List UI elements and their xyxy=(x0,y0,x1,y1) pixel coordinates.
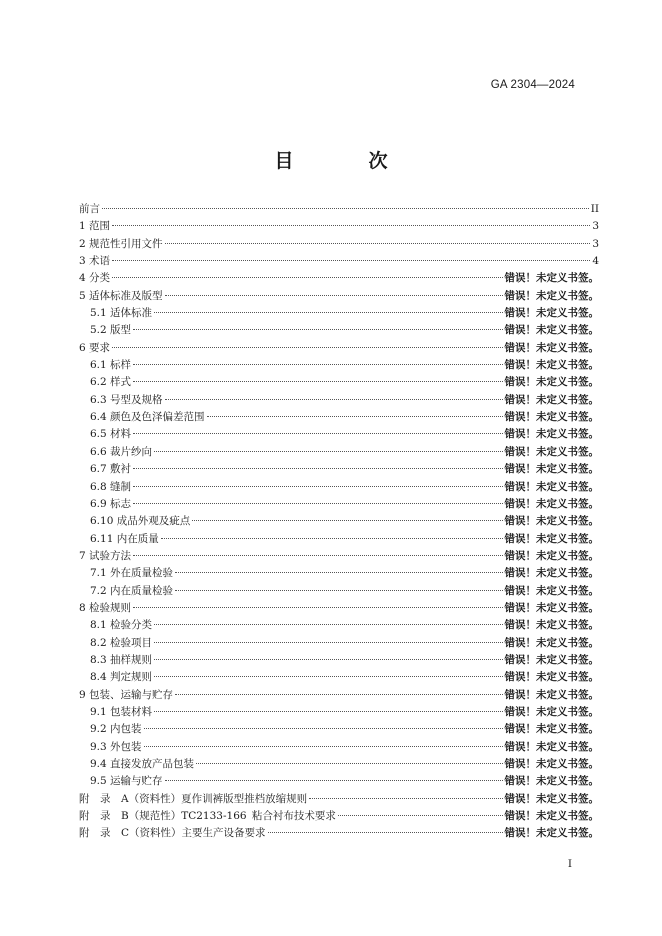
toc-entry-error-text: 错误！未定义书签。 xyxy=(504,272,599,285)
toc-entry-error-text: 错误！未定义书签。 xyxy=(504,740,599,753)
toc-entry-error-text: 错误！未定义书签。 xyxy=(504,653,599,666)
toc-entry[interactable] xyxy=(79,479,599,496)
toc-dot-leader xyxy=(161,537,503,539)
toc-dot-leader xyxy=(154,675,502,677)
toc-entry[interactable] xyxy=(79,461,599,478)
toc-dot-leader xyxy=(133,467,502,469)
toc-entry-label: 8.1 检验分类 xyxy=(90,619,153,632)
toc-entry-label: 9.5 运输与贮存 xyxy=(90,775,163,788)
toc-dot-leader xyxy=(175,693,502,695)
toc-dot-leader xyxy=(338,814,503,816)
toc-dot-leader xyxy=(196,762,502,764)
toc-dot-leader xyxy=(133,606,502,608)
toc-entry[interactable] xyxy=(79,617,599,634)
toc-entry-error-text: 错误！未定义书签。 xyxy=(504,688,599,701)
toc-entry[interactable] xyxy=(79,288,599,305)
standard-code: GA 2304—2024 xyxy=(490,79,575,91)
toc-entry[interactable] xyxy=(79,721,599,738)
toc-entry[interactable] xyxy=(79,652,599,669)
toc-dot-leader xyxy=(309,797,502,799)
toc-entry-label: 3 术语 xyxy=(79,255,111,268)
toc-entry-label: 1 范围 xyxy=(79,220,111,233)
toc-entry[interactable] xyxy=(79,409,599,426)
toc-entry[interactable] xyxy=(79,374,599,391)
toc-entry[interactable] xyxy=(79,825,599,842)
toc-dot-leader xyxy=(154,658,502,660)
toc-entry-label: 前言 xyxy=(79,203,100,215)
toc-entry-error-text: 错误！未定义书签。 xyxy=(504,515,599,528)
toc-entry[interactable] xyxy=(79,305,599,322)
toc-entry-error-text: 错误！未定义书签。 xyxy=(504,463,599,476)
toc-dot-leader xyxy=(175,571,502,573)
toc-entry-error-text: 错误！未定义书签。 xyxy=(504,532,599,545)
toc-dot-leader xyxy=(133,554,502,556)
toc-dot-leader xyxy=(154,623,502,625)
toc-entry-error-text: 错误！未定义书签。 xyxy=(504,480,599,493)
toc-entry-label: 8.4 判定规则 xyxy=(90,671,153,684)
toc-dot-leader xyxy=(268,831,503,833)
toc-entry-error-text: 错误！未定义书签。 xyxy=(504,758,599,770)
toc-entry-label: 附 录 C（资料性）主要生产设备要求 xyxy=(79,827,266,840)
toc-entry[interactable] xyxy=(79,426,599,443)
toc-entry-error-text: 错误！未定义书签。 xyxy=(504,428,599,441)
toc-entry-label: 6.11 内在质量 xyxy=(90,532,159,545)
toc-dot-leader xyxy=(144,745,503,747)
toc-dot-leader xyxy=(133,485,502,487)
toc-entry[interactable] xyxy=(79,565,599,582)
toc-entry-label: 6.7 敷衬 xyxy=(90,463,132,476)
toc-dot-leader xyxy=(165,294,503,296)
toc-entry-error-text: 错误！未定义书签。 xyxy=(504,705,599,718)
toc-dot-leader xyxy=(165,779,503,781)
toc-entry[interactable] xyxy=(79,236,599,253)
toc-entry-label: 6.8 缝制 xyxy=(90,480,132,493)
toc-dot-leader xyxy=(133,328,502,330)
toc-entry[interactable] xyxy=(79,270,599,287)
toc-entry-error-text: 错误！未定义书签。 xyxy=(504,411,599,424)
toc-entry-label: 6.3 号型及规格 xyxy=(90,393,163,406)
toc-entry-error-text: 错误！未定义书签。 xyxy=(504,619,599,632)
toc-entry-label: 6.10 成品外观及疵点 xyxy=(90,515,191,528)
toc-entry[interactable] xyxy=(79,704,599,721)
toc-entry-label: 7.1 外在质量检验 xyxy=(90,567,174,580)
toc-entry[interactable] xyxy=(79,583,599,600)
toc-entry-label: 5 适体标准及版型 xyxy=(79,289,163,302)
toc-entry-page-number: 3 xyxy=(592,237,599,250)
toc-entry[interactable] xyxy=(79,687,599,704)
toc-dot-leader xyxy=(112,346,502,348)
toc-entry-error-text: 错误！未定义书签。 xyxy=(504,549,599,562)
toc-entry-error-text: 错误！未定义书签。 xyxy=(504,497,599,510)
toc-entry-error-text: 错误！未定义书签。 xyxy=(504,393,599,406)
toc-entry[interactable] xyxy=(79,322,599,339)
toc-entry-label: 6.9 标志 xyxy=(90,497,132,510)
toc-entry-label: 9.1 包装材料 xyxy=(90,705,153,718)
toc-entry[interactable] xyxy=(79,548,599,565)
table-of-contents xyxy=(79,201,599,843)
toc-entry-label: 9.2 内包装 xyxy=(90,723,142,736)
toc-entry[interactable] xyxy=(79,635,599,652)
toc-entry-label: 9.3 外包装 xyxy=(90,740,142,753)
toc-dot-leader xyxy=(154,641,502,643)
toc-dot-leader xyxy=(102,207,589,209)
toc-entry[interactable] xyxy=(79,600,599,617)
toc-dot-leader xyxy=(207,415,503,417)
toc-entry-error-text: 错误！未定义书签。 xyxy=(504,601,599,614)
toc-entry[interactable] xyxy=(79,531,599,548)
toc-dot-leader xyxy=(133,363,502,365)
toc-entry-error-text: 错误！未定义书签。 xyxy=(504,775,599,788)
toc-entry-error-text: 错误！未定义书签。 xyxy=(504,723,599,736)
toc-entry-error-text: 错误！未定义书签。 xyxy=(504,289,599,302)
toc-entry[interactable] xyxy=(79,496,599,513)
toc-entry-label: 6.2 样式 xyxy=(90,376,132,389)
toc-dot-leader xyxy=(165,242,591,244)
toc-entry[interactable] xyxy=(79,669,599,686)
toc-dot-leader xyxy=(133,502,502,504)
toc-entry-error-text: 错误！未定义书签。 xyxy=(504,307,599,320)
toc-entry-label: 6.6 裁片纱向 xyxy=(90,445,153,458)
page-title: 目 次 xyxy=(274,150,416,172)
toc-dot-leader xyxy=(192,519,502,521)
toc-dot-leader xyxy=(133,380,502,382)
toc-entry-error-text: 错误！未定义书签。 xyxy=(504,324,599,337)
toc-entry-error-text: 错误！未定义书签。 xyxy=(504,341,599,354)
toc-entry-label: 9.4 直接发放产品包装 xyxy=(90,758,195,770)
toc-entry-label: 7 试验方法 xyxy=(79,549,132,562)
toc-entry-error-text: 错误！未定义书签。 xyxy=(504,376,599,389)
toc-dot-leader xyxy=(154,311,502,313)
toc-dot-leader xyxy=(144,727,503,729)
toc-entry-error-text: 错误！未定义书签。 xyxy=(504,671,599,684)
toc-dot-leader xyxy=(112,276,502,278)
toc-entry-label: 8.3 抽样规则 xyxy=(90,653,153,666)
toc-entry-error-text: 错误！未定义书签。 xyxy=(504,567,599,580)
toc-entry-page-number: 3 xyxy=(592,220,599,233)
toc-entry-error-text: 错误！未定义书签。 xyxy=(504,827,599,840)
toc-dot-leader xyxy=(175,589,502,591)
toc-entry[interactable] xyxy=(79,791,599,808)
toc-entry-label: 9 包装、运输与贮存 xyxy=(79,688,174,701)
toc-entry[interactable] xyxy=(79,739,599,756)
toc-entry-error-text: 错误！未定义书签。 xyxy=(504,792,599,805)
toc-entry-label: 7.2 内在质量检验 xyxy=(90,584,174,597)
toc-entry-label: 附 录 A（资料性）夏作训裤版型推档放缩规则 xyxy=(79,792,308,805)
toc-entry-error-text: 错误！未定义书签。 xyxy=(504,810,599,823)
toc-entry-error-text: 错误！未定义书签。 xyxy=(504,359,599,372)
toc-entry[interactable] xyxy=(79,392,599,409)
toc-entry-label: 2 规范性引用文件 xyxy=(79,237,163,250)
toc-entry-label: 4 分类 xyxy=(79,272,111,285)
toc-entry[interactable] xyxy=(79,756,599,773)
toc-entry-label: 附 录 B（规范性）TC2133-166 粘合衬布技术要求 xyxy=(79,810,336,823)
toc-entry[interactable] xyxy=(79,513,599,530)
toc-entry[interactable] xyxy=(79,218,599,235)
toc-entry-label: 6.1 标样 xyxy=(90,359,132,372)
toc-entry[interactable] xyxy=(79,808,599,825)
toc-dot-leader xyxy=(112,224,590,226)
toc-entry-page-number: II xyxy=(590,203,599,215)
toc-entry-label: 5.1 适体标准 xyxy=(90,307,153,320)
toc-entry[interactable] xyxy=(79,773,599,790)
toc-dot-leader xyxy=(112,259,590,261)
toc-entry-label: 6 要求 xyxy=(79,341,111,354)
toc-entry-page-number: 4 xyxy=(592,255,599,268)
toc-dot-leader xyxy=(165,398,503,400)
toc-entry[interactable] xyxy=(79,201,599,218)
toc-entry[interactable] xyxy=(79,357,599,374)
toc-dot-leader xyxy=(133,432,502,434)
toc-dot-leader xyxy=(154,450,502,452)
toc-entry-error-text: 错误！未定义书签。 xyxy=(504,445,599,458)
toc-entry[interactable] xyxy=(79,253,599,270)
toc-entry[interactable] xyxy=(79,340,599,357)
page-number: I xyxy=(567,858,572,870)
toc-entry-error-text: 错误！未定义书签。 xyxy=(504,636,599,649)
toc-entry-label: 8 检验规则 xyxy=(79,601,132,614)
toc-entry-label: 6.4 颜色及色泽偏差范围 xyxy=(90,411,205,424)
toc-entry-label: 6.5 材料 xyxy=(90,428,132,441)
toc-entry-error-text: 错误！未定义书签。 xyxy=(504,584,599,597)
toc-entry-label: 5.2 版型 xyxy=(90,324,132,337)
toc-entry-label: 8.2 检验项目 xyxy=(90,636,153,649)
toc-dot-leader xyxy=(154,710,502,712)
toc-entry[interactable] xyxy=(79,444,599,461)
